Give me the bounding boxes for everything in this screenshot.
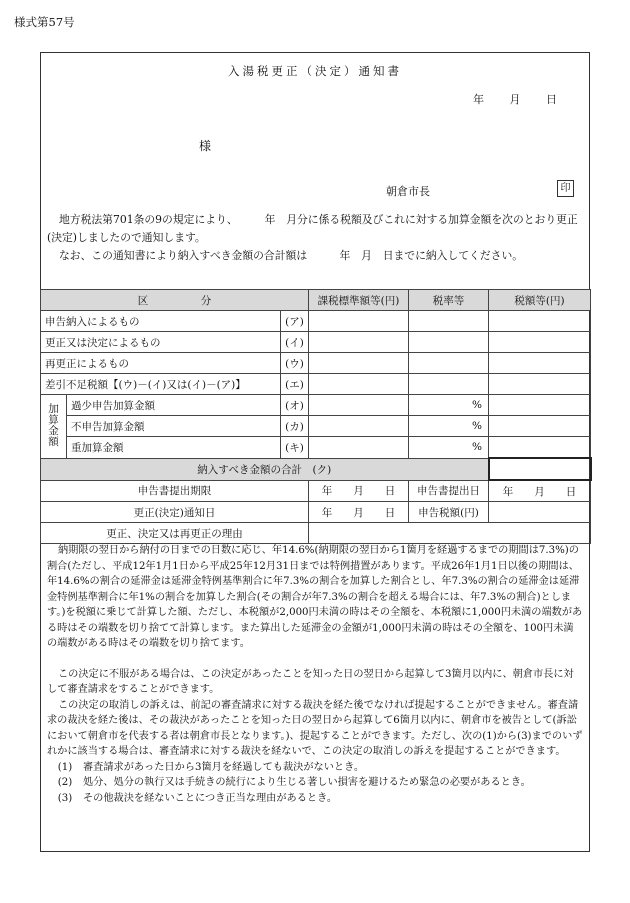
notes-section (47, 543, 583, 806)
amount-cell[interactable] (489, 332, 591, 353)
base-cell[interactable] (309, 395, 409, 416)
row-label: 再更正によるもの (41, 353, 281, 374)
rate-cell[interactable] (409, 374, 489, 395)
row-label: 更正又は決定によるもの (41, 332, 281, 353)
amount-cell[interactable] (489, 416, 591, 437)
header-amount: 税額等(円) (489, 290, 591, 311)
reported-tax-label: 申告税額(円) (409, 502, 489, 523)
base-cell[interactable] (309, 332, 409, 353)
list-item (47, 791, 583, 807)
reason-label: 更正、決定又は再更正の理由 (41, 523, 309, 544)
amount-cell[interactable] (489, 353, 591, 374)
reported-tax-cell[interactable] (489, 502, 591, 523)
deadline-label: 申告書提出期限 (41, 480, 309, 502)
row-code: (ア) (281, 311, 309, 332)
amount-cell[interactable] (489, 374, 591, 395)
percent-unit: % (409, 437, 489, 459)
reason-row (41, 523, 591, 544)
amount-cell[interactable] (489, 437, 591, 459)
item-text: 審査請求があった日から3箇月を経過しても裁決がないとき。 (83, 761, 365, 773)
item-number: (1) (57, 761, 73, 773)
rate-cell[interactable] (409, 311, 489, 332)
table-header-row (41, 290, 591, 311)
penalty-group-text: 加 算 金 額 (48, 403, 59, 449)
document-title: 入湯税更正（決定）通知書 (228, 64, 402, 78)
penalty-group-label (41, 395, 67, 459)
filed-label: 申告書提出日 (409, 480, 489, 502)
table-row (41, 311, 591, 332)
table-row (41, 395, 591, 416)
item-number: (2) (57, 777, 73, 788)
row-label: 過少申告加算金額 (67, 395, 281, 416)
intro-line-2: なお、この通知書により納入すべき金額の合計額は 年 月 日までに納入してください。 (59, 249, 524, 262)
issuer-name: 朝倉市長 (386, 185, 430, 198)
base-cell[interactable] (309, 311, 409, 332)
table-row (41, 353, 591, 374)
row-label: 不申告加算金額 (67, 416, 281, 437)
base-cell[interactable] (309, 416, 409, 437)
row-code: (キ) (281, 437, 309, 459)
notice-date[interactable]: 年 月 日 (309, 502, 409, 523)
row-code: (ウ) (281, 353, 309, 374)
table-row (41, 374, 591, 395)
base-cell[interactable] (309, 374, 409, 395)
rate-cell[interactable] (409, 332, 489, 353)
total-amount-cell[interactable] (489, 458, 591, 480)
row-code: (エ) (281, 374, 309, 395)
amount-cell[interactable] (489, 311, 591, 332)
base-cell[interactable] (309, 353, 409, 374)
item-text: その他裁決を経ないことにつき正当な理由があるとき。 (83, 792, 338, 804)
row-code: (オ) (281, 395, 309, 416)
seal-mark: 印 (557, 180, 574, 197)
row-code: (イ) (281, 332, 309, 353)
total-row (41, 458, 591, 480)
header-category: 区 分 (41, 290, 309, 311)
rate-cell[interactable] (409, 353, 489, 374)
addressee-suffix: 様 (199, 139, 212, 153)
appeal-note-2: この決定の取消しの訴えは、前記の審査請求に対する裁決を経た後でなければ提起することができません。審査請求の裁決を経た後は、その裁決があったことを知った日の翌日から起算して6箇月以内に、朝倉市を被告として(訴訟において朝倉市を代表する者は朝倉市長となります。)、提起することができます。ただし、次の(1)から(3)までのいずれかに該当する場合は、審査請求に対する裁決を経ないで、この決定の取消しの訴えを提起することができます。 (47, 699, 583, 757)
delinquency-note: 納期限の翌日から納付の日までの日数に応じ、年14.6%(納期限の翌日から1箇月を経過するまでの期間は7.3%)の割合(ただし、平成12年1月1日から平成25年12月31日までは特例措置があります。平成26年1月1日以後の期間は、年14.6%の割合の延滞金は延滞金特例基準割合に年7.3%の割合を加算した割合とし、年7.3%の割合の延滞金は延滞金特例基準割合に年1%の割合を加算した割合(その割合が年7.3%の割合を超える場合には、年7.3%の割合)とします。)を税額に乗じて計算した額、ただし、本税額が2,000円未満の時はその全額を、本税額に1,000円未満の端数がある時はその端数を切り捨てて計算します。また算出した延滞金の金額が1,000円未満の時はその全額を、100円未満の端数がある時はその端数を切り捨てます。 (47, 545, 583, 649)
amount-cell[interactable] (489, 395, 591, 416)
row-code: (カ) (281, 416, 309, 437)
header-rate: 税率等 (409, 290, 489, 311)
intro-text (47, 211, 583, 265)
form-number: 様式第57号 (14, 15, 75, 29)
percent-unit: % (409, 416, 489, 437)
row-label: 差引不足税額【(ウ)－(イ)又は(イ)－(ア)】 (41, 374, 281, 395)
base-cell[interactable] (309, 437, 409, 459)
total-label: 納入すべき金額の合計 (ク) (41, 458, 489, 480)
item-number: (3) (57, 792, 73, 804)
appeal-note-1: この決定に不服がある場合は、この決定があったことを知った日の翌日から起算して3箇月以内に、朝倉市長に対して審査請求をすることができます。 (47, 668, 574, 695)
deadline-date[interactable]: 年 月 日 (309, 480, 409, 502)
tax-table (40, 289, 592, 544)
reason-cell[interactable] (309, 523, 591, 544)
list-item (47, 775, 583, 791)
notice-frame (40, 52, 590, 852)
list-item (47, 760, 583, 776)
filed-date[interactable]: 年 月 日 (489, 480, 591, 502)
item-text: 処分、処分の執行又は手続きの続行により生じる著しい損害を避けるため緊急の必要があるとき。 (83, 777, 531, 788)
deadline-row (41, 480, 591, 502)
table-row (41, 332, 591, 353)
issue-date: 年 月 日 (473, 93, 557, 106)
table-row (41, 437, 591, 459)
header-base: 課税標準額等(円) (309, 290, 409, 311)
notice-label: 更正(決定)通知日 (41, 502, 309, 523)
row-label: 申告納入によるもの (41, 311, 281, 332)
row-label: 重加算金額 (67, 437, 281, 459)
percent-unit: % (409, 395, 489, 416)
table-row (41, 416, 591, 437)
notice-row (41, 502, 591, 523)
intro-line-1: 地方税法第701条の9の規定により、 年 月分に係る税額及びこれに対する加算金額を次のとおり更正(決定)しましたので通知します。 (47, 213, 578, 244)
